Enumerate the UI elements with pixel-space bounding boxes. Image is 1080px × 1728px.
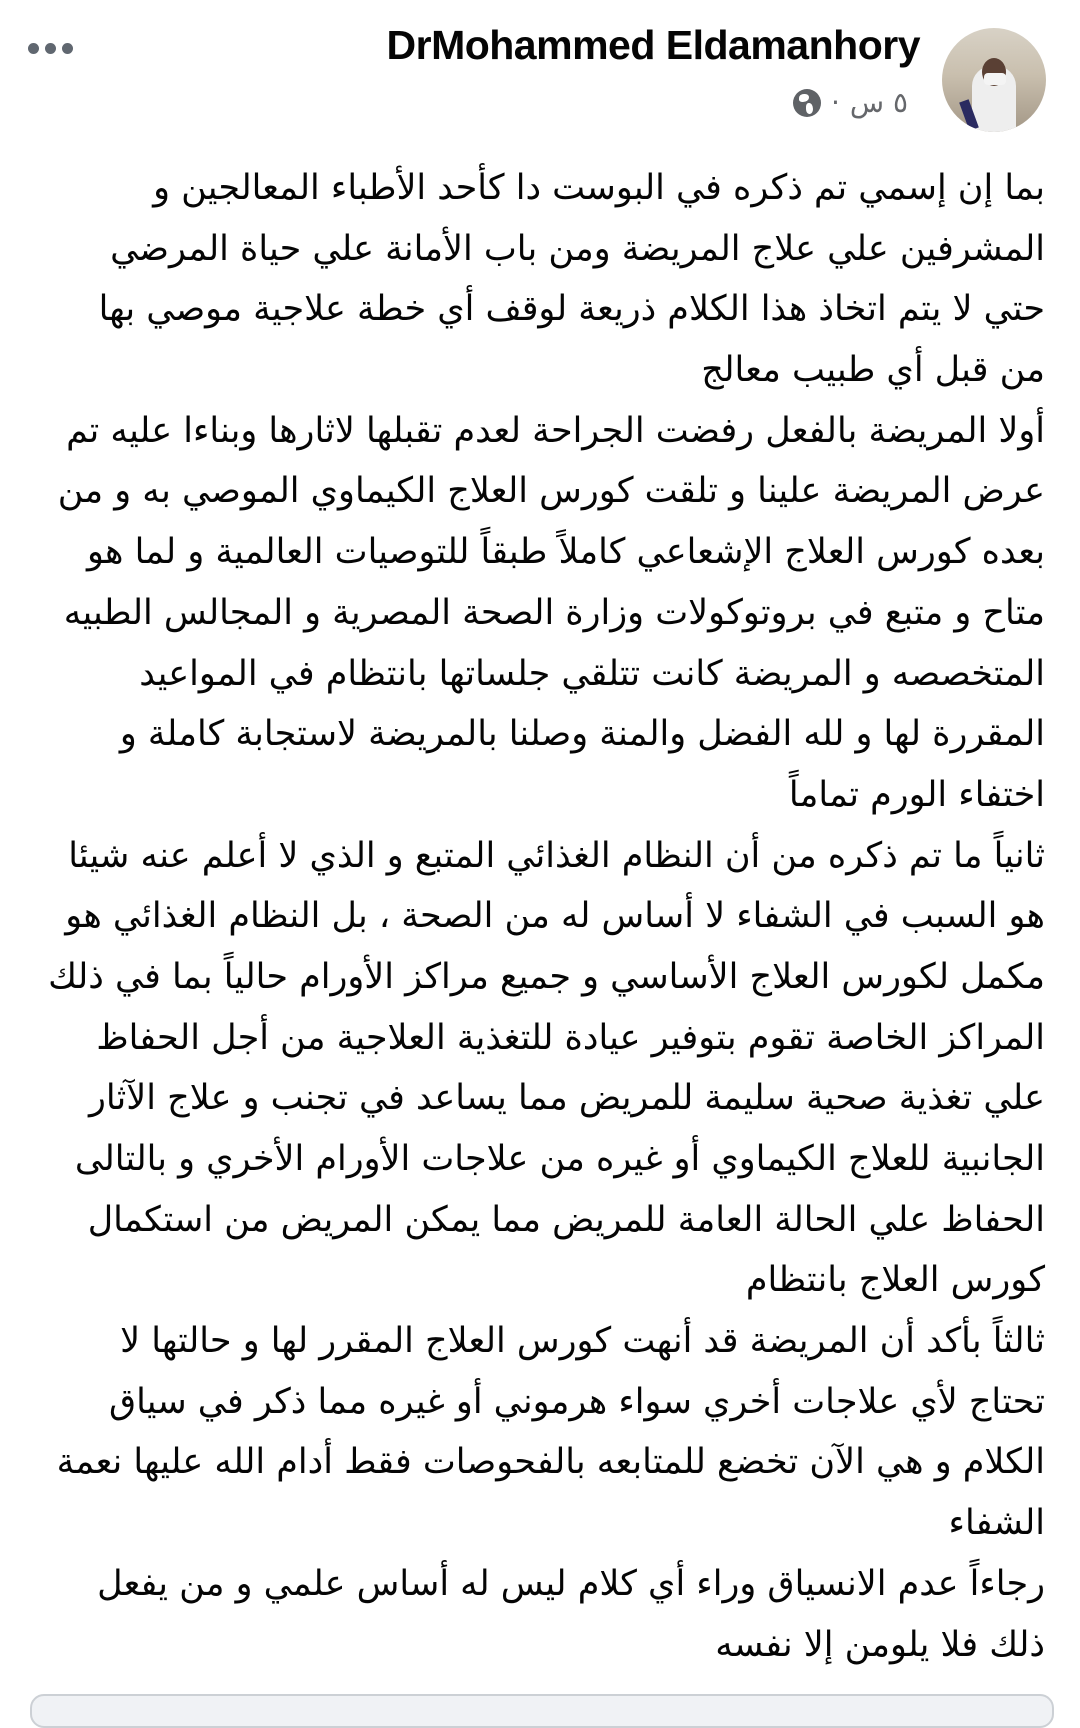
- author-name[interactable]: DrMohammed Eldamanhory: [386, 22, 920, 68]
- post-text-line: بعده كورس العلاج الإشعاعي كاملاً طبقاً للتوصيات العالمية و لما هو: [86, 532, 1045, 573]
- post-text-line: رجاءاً عدم الانسياق وراء أي كلام ليس له أساس علمي و من يفعل: [97, 1563, 1045, 1604]
- post-text-line: المقررة لها و لله الفضل والمنة وصلنا بالمريضة لاستجابة كاملة و: [119, 714, 1045, 755]
- post-text-line: المتخصصه و المريضة كانت تتلقي جلساتها بانتظام في المواعيد: [139, 653, 1045, 694]
- next-content-card: [30, 1694, 1054, 1728]
- post-text-line: عرض المريضة علينا و تلقت كورس العلاج الكيماوي الموصي به و من: [57, 471, 1045, 512]
- globe-icon[interactable]: [793, 89, 821, 117]
- post-text-line: الحفاظ علي الحالة العامة للمريض مما يمكن المريض من استكمال: [87, 1199, 1045, 1240]
- post-text-line: هو السبب في الشفاء لا أساس له من الصحة ، بل النظام الغذائي هو: [65, 896, 1045, 937]
- post-text-line: تحتاج لأي علاجات أخري سواء هرموني أو غيره مما ذكر في سياق: [108, 1381, 1045, 1422]
- post-text-line: الجانبية للعلاج الكيماوي أو غيره من علاجات الأورام الأخري و بالتالى: [74, 1139, 1045, 1179]
- post-text-line: متاح و متبع في بروتوكولات وزارة الصحة المصرية و المجالس الطبيه: [63, 592, 1045, 633]
- author-avatar[interactable]: [942, 28, 1046, 132]
- more-options-icon: [62, 43, 73, 54]
- post-text-line: الشفاء: [948, 1503, 1045, 1544]
- post-text-line: أولا المريضة بالفعل رفضت الجراحة لعدم تقبلها لاثارها وبناءا عليه تم: [66, 410, 1045, 451]
- more-options-button[interactable]: [28, 36, 78, 60]
- post-text-line: ثالثاً بأكد أن المريضة قد أنهت كورس العلاج المقرر لها و حالتها لا: [120, 1321, 1045, 1362]
- post-text-line: علي تغذية صحية سليمة للمريض مما يساعد في تجنب و علاج الآثار: [88, 1078, 1045, 1119]
- post-text-line: بما إن إسمي تم ذكره في البوست دا كأحد الأطباء المعالجين و: [153, 168, 1045, 208]
- post-text-line: كورس العلاج بانتظام: [745, 1260, 1045, 1301]
- post-text-line: اختفاء الورم تماماً: [788, 774, 1045, 815]
- post-body: [25, 158, 1045, 1675]
- post-text-line: المراكز الخاصة تقوم بتوفير عيادة للتغذية العلاجية من أجل الحفاظ: [96, 1017, 1045, 1058]
- post-text-line: مكمل لكورس العلاج الأساسي و جميع مراكز الأورام حالياً بما في ذلك: [48, 956, 1045, 997]
- post-text-line: ثانياً ما تم ذكره من أن النظام الغذائي المتبع و الذي لا أعلم عنه شيئا: [68, 835, 1045, 876]
- more-options-icon: [28, 43, 39, 54]
- avatar-mask-shape: [984, 73, 1006, 85]
- post-time[interactable]: ٥ س: [849, 86, 908, 119]
- post-text-line: من قبل أي طبيب معالج: [701, 350, 1045, 391]
- post-text-line: الكلام و هي الآن تخضع للمتابعه بالفحوصات فقط أدام الله عليها نعمة: [56, 1442, 1045, 1483]
- more-options-icon: [45, 43, 56, 54]
- post-text-line: ذلك فلا يلومن إلا نفسه: [715, 1624, 1045, 1665]
- post-text-line: حتي لا يتم اتخاذ هذا الكلام ذريعة لوقف أي خطة علاجية موصي بها: [98, 289, 1045, 330]
- post-text-line: المشرفين علي علاج المريضة ومن باب الأمانة علي حياة المرضي: [110, 228, 1045, 269]
- post-meta: [793, 86, 908, 119]
- meta-separator: ·: [830, 86, 840, 119]
